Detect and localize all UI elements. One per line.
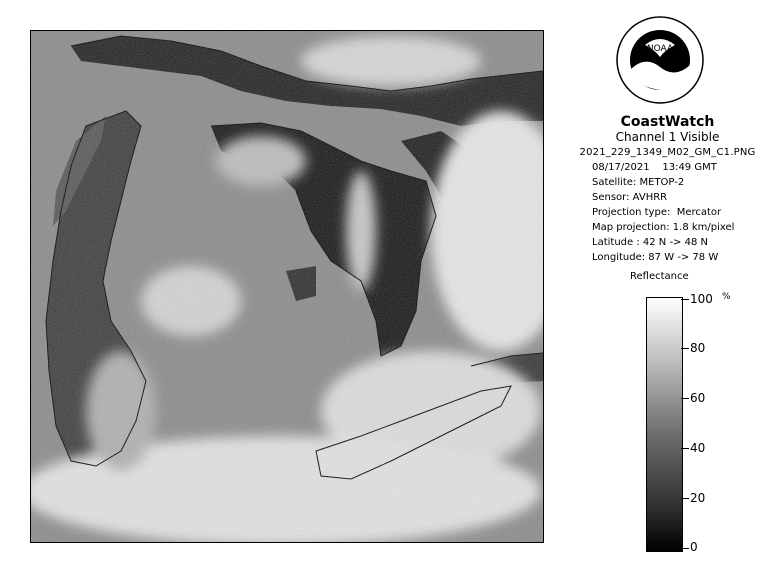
file-name: 2021_229_1349_M02_GM_C1.PNG xyxy=(579,147,756,158)
tick-100 xyxy=(681,299,689,300)
sensor: Sensor: AVHRR xyxy=(592,192,668,203)
tick-label-80: 80 xyxy=(690,341,706,355)
tick-40 xyxy=(681,448,689,449)
map-projection: Map projection: 1.8 km/pixel xyxy=(592,222,735,233)
info-panel xyxy=(560,115,775,265)
tick-label-40: 40 xyxy=(690,441,706,455)
tick-label-0: 0 xyxy=(690,540,698,554)
satellite: Satellite: METOP-2 xyxy=(592,177,685,188)
image-grain xyxy=(31,31,543,542)
tick-80 xyxy=(681,348,689,349)
channel-subtitle: Channel 1 Visible xyxy=(615,130,720,144)
product-title: CoastWatch xyxy=(620,114,715,130)
legend-title: Reflectance xyxy=(630,271,689,282)
tick-label-20: 20 xyxy=(690,491,706,505)
tick-label-100: 100 xyxy=(690,292,713,306)
tick-label-60: 60 xyxy=(690,391,706,405)
tick-0 xyxy=(681,548,689,549)
latitude-range: Latitude : 42 N -> 48 N xyxy=(592,237,708,248)
satellite-map xyxy=(30,30,544,543)
tick-60 xyxy=(681,398,689,399)
reflectance-colorbar xyxy=(646,297,683,552)
projection-type: Projection type: Mercator xyxy=(592,207,722,218)
map-svg xyxy=(31,31,543,542)
datetime: 08/17/2021 13:49 GMT xyxy=(592,162,717,173)
noaa-logo xyxy=(615,15,705,105)
logo-text: NOAA xyxy=(646,44,674,54)
longitude-range: Longitude: 87 W -> 78 W xyxy=(592,252,719,263)
tick-20 xyxy=(681,498,689,499)
legend-unit: % xyxy=(722,292,731,302)
